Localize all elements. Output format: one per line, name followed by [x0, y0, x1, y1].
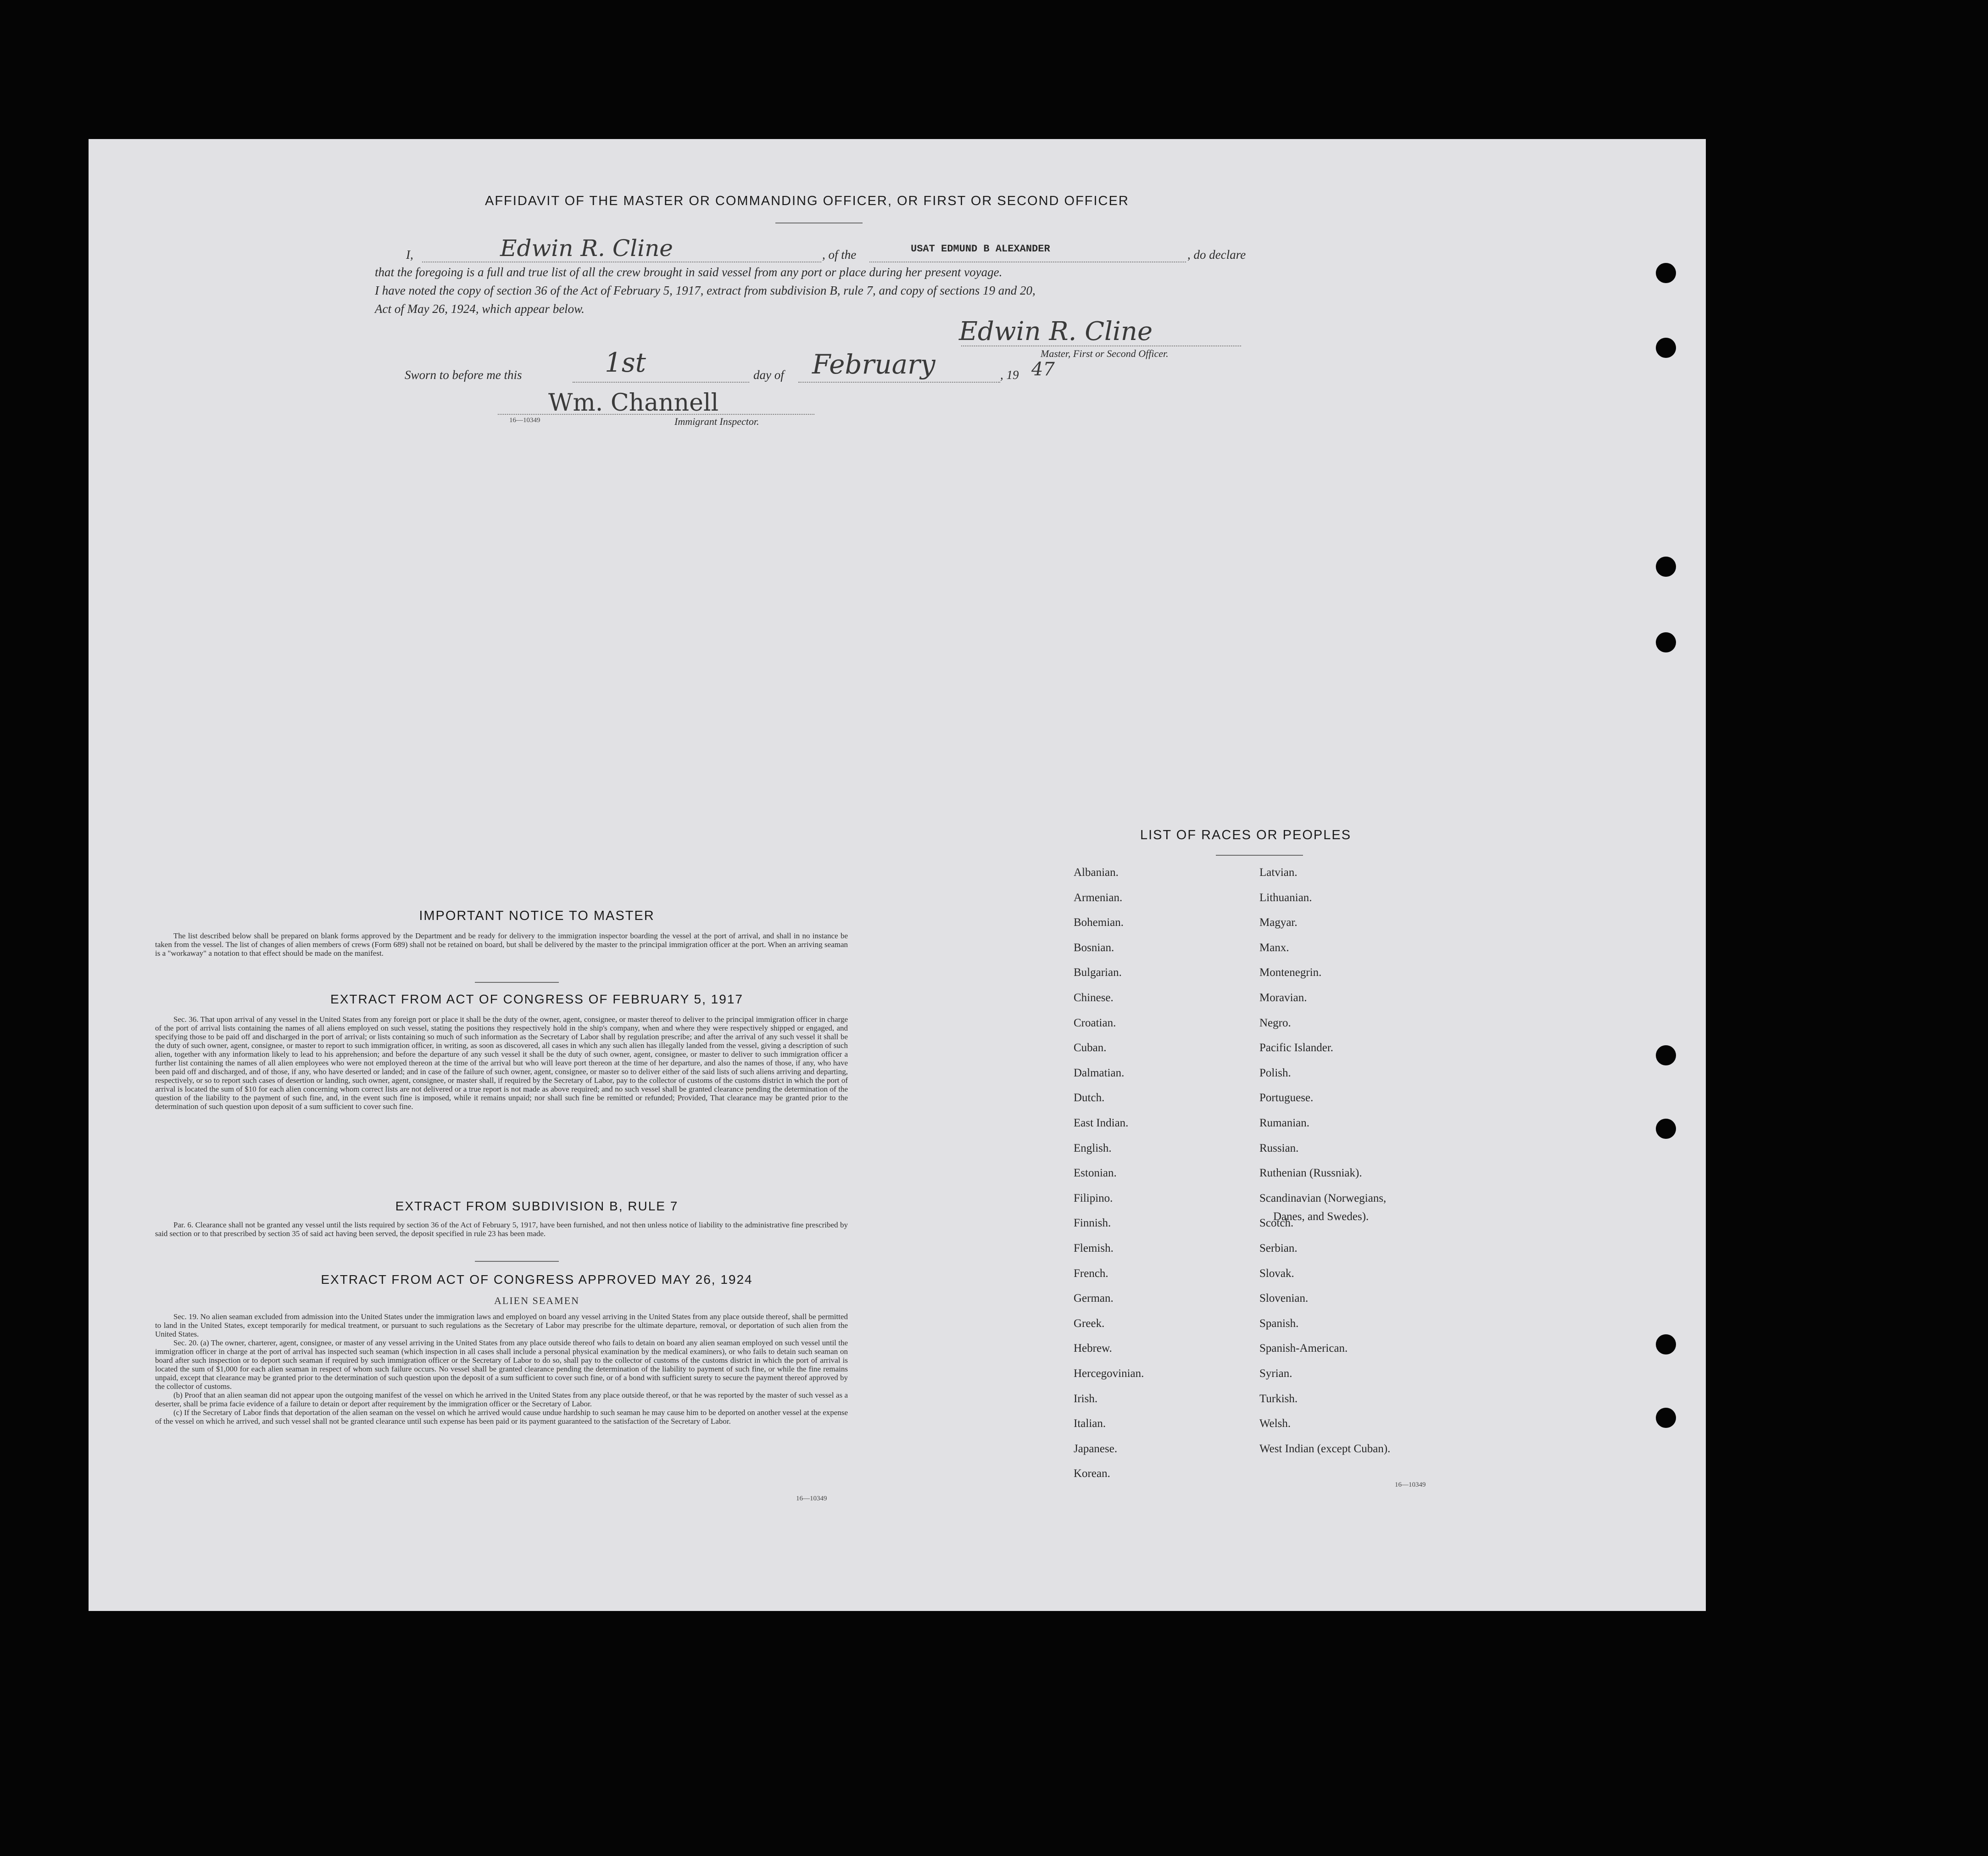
- race-item: Latvian.: [1259, 866, 1297, 879]
- race-item: Spanish-American.: [1259, 1342, 1348, 1355]
- race-item: Serbian.: [1259, 1242, 1297, 1254]
- punch-hole: [1656, 1045, 1676, 1065]
- race-item: Scandinavian (Norwegians,: [1259, 1192, 1387, 1204]
- officer-signature: Edwin R. Cline: [500, 235, 673, 262]
- race-item: Ruthenian (Russniak).: [1259, 1167, 1362, 1180]
- extract-form-number: 16—10349: [796, 1495, 827, 1502]
- punch-hole: [1656, 632, 1676, 652]
- race-item: West Indian (except Cuban).: [1259, 1442, 1391, 1455]
- sworn-day-blank: [573, 382, 749, 383]
- race-item: Negro.: [1259, 1016, 1291, 1029]
- race-item: Bohemian.: [1074, 916, 1124, 929]
- race-item: Estonian.: [1074, 1167, 1117, 1180]
- divider: [475, 1261, 559, 1262]
- sec20a-paragraph: Sec. 20. (a) The owner, charterer, agent, consignee, or master of any vessel arriving in the United States from any place outside thereof who fails to detain on board any alien seaman employed on such vessel until the immigration officer in charge at the port of arrival has inspected such seaman (which inspection in all cases shall include a personal physical examination by the medical examiners), or who fails to detain such seaman on board after such inspection or to deport such seaman if required by such immigration officer or the Secretary of Labor to do so, shall pay to the collector of customs of the customs district in which the port of arrival is located the sum of $1,000 for each alien seaman in respect of whom such failure occurs. No vessel shall be granted clearance pending the determination of the liability to payment of such fine, or while the fine remains unpaid, except that clearance may be granted prior to the determination of such question upon the deposit of a sum sufficient to cover such fine, or of a bond with sufficient surety to secure the payment thereof approved by the collector of customs.: [155, 1338, 848, 1391]
- affidavit-line4: Act of May 26, 1924, which appear below.: [375, 302, 585, 316]
- affidavit-title: AFFIDAVIT OF THE MASTER OR COMMANDING OFFICER, OR FIRST OR SECOND OFFICER: [485, 194, 1129, 208]
- race-item: Chinese.: [1074, 992, 1114, 1004]
- notice-paragraph: The list described below shall be prepared on blank forms approved by the Department and be ready for delivery to the immigration inspector boarding the vessel at the port of arrival, and shall in no instance be taken from the vessel. The list of changes of alien members of crews (Form 689) shall not be retained on board, but shall be delivered by the master to the principal immigration officer at the port. When an arriving seaman is a "workaway" a notation to that effect should be made on the manifest.: [155, 931, 848, 958]
- race-item: Russian.: [1259, 1142, 1299, 1154]
- race-item: Portuguese.: [1259, 1092, 1314, 1104]
- sworn-middle: day of: [753, 368, 784, 382]
- extract-1917-text: [155, 1015, 848, 1111]
- rule7-title: EXTRACT FROM SUBDIVISION B, RULE 7: [395, 1199, 679, 1213]
- race-item: Lithuanian.: [1259, 891, 1312, 904]
- race-item: German.: [1074, 1292, 1114, 1305]
- affidavit-line1-middle: , of the: [822, 248, 857, 262]
- extract-1924-title: EXTRACT FROM ACT OF CONGRESS APPROVED MAY 26, 1924: [321, 1272, 753, 1287]
- rule7-text: [155, 1221, 848, 1238]
- sworn-year-prefix: , 19: [1000, 368, 1019, 382]
- vessel-name: USAT EDMUND B ALEXANDER: [911, 243, 1050, 255]
- notice-title: IMPORTANT NOTICE TO MASTER: [419, 908, 655, 923]
- race-item: Armenian.: [1074, 891, 1123, 904]
- affidavit-line2: that the foregoing is a full and true list of all the crew brought in said vessel from any port or place during her present voyage.: [375, 265, 1002, 279]
- master-signature: Edwin R. Cline: [959, 317, 1153, 346]
- punch-hole: [1656, 1408, 1676, 1428]
- inspector-signature: Wm. Channell: [548, 389, 719, 417]
- sec19-paragraph: Sec. 19. No alien seaman excluded from admission into the United States under the immigration laws and employed on board any vessel arriving in the United States from any place outside thereof, shall be permitted to land in the United States, except temporarily for medical treatment, or pursuant to such regulations as the Secretary of Labor may prescribe for the ultimate departure, removal, or deportation of such alien from the United States.: [155, 1312, 848, 1338]
- punch-hole: [1656, 1119, 1676, 1139]
- section-36-paragraph: Sec. 36. That upon arrival of any vessel in the United States from any foreign port or place it shall be the duty of the owner, agent, consignee, or master thereof to deliver to the principal immigration officer in charge of the port of arrival lists containing the names of all aliens employed on such vessel, stating the positions they respectively hold in the ship's company, when and where they were respectively shipped or engaged, and specifying those to be paid off and discharged in the port of arrival; or lists containing so much of such information as the Secretary of Labor shall by regulation prescribe; and after the arrival of any such vessel it shall be the duty of such owner, agent, consignee, or master to report to such immigration officer, in writing, as soon as discovered, all cases in which any such alien has illegally landed from the vessel, giving a description of such alien, together with any information likely to lead to his apprehension; and before the departure of any such vessel it shall be the duty of such owner, agent, consignee, or master to deliver to such immigration officer a further list containing the names of all alien employees who were not employed thereon at the time of the arrival but who will leave port thereon at the time of her departure, and also the names of those, if any, who have been paid off and discharged, and of those, if any, who have deserted or landed; and in case of the failure of such owner, agent, consignee, or master so to deliver either of the said lists of such aliens arriving and departing, respectively, or so to report such cases of desertion or landing, such owner, agent, consignee, or master shall, if required by the Secretary of Labor, pay to the collector of customs of the customs district in which the port of arrival is located the sum of $10 for each alien concerning whom correct lists are not delivered or a true report is not made as above required; and no such vessel shall be granted clearance pending the determination of the question of the liability to the payment of such fine, and, in the event such fine is imposed, while it remains unpaid; nor shall such fine be remitted or refunded; Provided, That clearance may be granted prior to the determination of such question upon deposit of a sum sufficient to cover such fine.: [155, 1015, 848, 1111]
- race-item: Moravian.: [1259, 992, 1307, 1004]
- race-item: Montenegrin.: [1259, 966, 1322, 979]
- race-item: French.: [1074, 1267, 1108, 1280]
- race-item: Polish.: [1259, 1066, 1291, 1079]
- race-item: Scotch.: [1259, 1217, 1294, 1230]
- race-item: Slovak.: [1259, 1267, 1294, 1280]
- race-item: Japanese.: [1074, 1442, 1118, 1455]
- sec20c-paragraph: (c) If the Secretary of Labor finds that deportation of the alien seaman on the vessel on which he arrived would cause undue hardship to such seaman he may cause him to be deported on another vessel at the expense of the vessel on which he arrived, and such vessel shall not be granted clearance until such expense has been paid or its payment guaranteed to the satisfaction of the Secretary of Labor.: [155, 1408, 848, 1426]
- race-item: Syrian.: [1259, 1367, 1292, 1380]
- punch-hole: [1656, 263, 1676, 283]
- race-item: Manx.: [1259, 941, 1289, 954]
- race-item: Dutch.: [1074, 1092, 1105, 1104]
- race-item: Croatian.: [1074, 1016, 1116, 1029]
- races-form-number: 16—10349: [1395, 1481, 1426, 1488]
- race-item: Flemish.: [1074, 1242, 1114, 1254]
- race-item: Greek.: [1074, 1317, 1105, 1330]
- divider: [475, 982, 559, 983]
- race-item: Korean.: [1074, 1467, 1110, 1480]
- race-item: Hebrew.: [1074, 1342, 1112, 1355]
- master-caption: Master, First or Second Officer.: [1041, 348, 1169, 359]
- races-title: LIST OF RACES OR PEOPLES: [1140, 828, 1352, 842]
- race-item: Welsh.: [1259, 1417, 1291, 1430]
- race-item: Rumanian.: [1259, 1117, 1310, 1129]
- extract-1917-title: EXTRACT FROM ACT OF CONGRESS OF FEBRUARY 5, 1917: [330, 992, 743, 1006]
- sworn-month: February: [812, 349, 936, 380]
- race-item: English.: [1074, 1142, 1112, 1154]
- race-item: Dalmatian.: [1074, 1066, 1125, 1079]
- sworn-year: 47: [1031, 359, 1055, 380]
- punch-hole: [1656, 557, 1676, 577]
- race-item: Irish.: [1074, 1392, 1098, 1405]
- punch-hole: [1656, 1334, 1676, 1354]
- race-item: Bosnian.: [1074, 941, 1114, 954]
- race-item: Finnish.: [1074, 1217, 1111, 1230]
- extract-1924-text: [155, 1312, 848, 1426]
- race-item: Magyar.: [1259, 916, 1297, 929]
- race-item: Spanish.: [1259, 1317, 1299, 1330]
- race-item: Hercegovinian.: [1074, 1367, 1144, 1380]
- alien-seamen-subtitle: ALIEN SEAMEN: [494, 1295, 579, 1306]
- sec20b-paragraph: (b) Proof that an alien seaman did not appear upon the outgoing manifest of the vessel on which he arrived in the United States from any place outside thereof, or that he was reported by the master of such vessel as a deserter, shall be prima facie evidence of a failure to detain or deport after requirement by the immigration officer or the Secretary of Labor.: [155, 1391, 848, 1408]
- race-item: East Indian.: [1074, 1117, 1129, 1129]
- affidavit-form-number: 16—10349: [509, 417, 540, 424]
- punch-hole: [1656, 338, 1676, 358]
- race-item: Slovenian.: [1259, 1292, 1309, 1305]
- race-item: Italian.: [1074, 1417, 1106, 1430]
- sworn-day: 1st: [605, 347, 646, 378]
- sworn-month-blank: [798, 382, 1000, 383]
- race-item: Albanian.: [1074, 866, 1119, 879]
- race-item: Turkish.: [1259, 1392, 1298, 1405]
- race-item: Pacific Islander.: [1259, 1042, 1334, 1054]
- race-item: Cuban.: [1074, 1042, 1107, 1054]
- rule7-paragraph: Par. 6. Clearance shall not be granted any vessel until the lists required by section 36 of the Act of February 5, 1917, have been furnished, and not then unless notice of liability to the administrative fine prescribed by said section or to that prescribed by section 35 of said act having been served, the deposit specified in rule 23 has been made.: [155, 1221, 848, 1238]
- inspector-caption: Immigrant Inspector.: [674, 416, 759, 427]
- race-item: Bulgarian.: [1074, 966, 1122, 979]
- divider: [1216, 855, 1303, 856]
- sworn-prefix: Sworn to before me this: [405, 368, 522, 382]
- race-item: Filipino.: [1074, 1192, 1113, 1204]
- affidavit-line1-prefix: I,: [406, 248, 413, 262]
- affidavit-line1-suffix: , do declare: [1187, 248, 1246, 262]
- affidavit-line3: I have noted the copy of section 36 of the Act of February 5, 1917, extract from subdivision B, rule 7, and copy of sections 19 and 20,: [375, 284, 1036, 297]
- race-item-continuation: Danes, and Swedes).: [1273, 1210, 1369, 1223]
- notice-text: [155, 931, 848, 958]
- inspector-signature-line: [498, 414, 814, 415]
